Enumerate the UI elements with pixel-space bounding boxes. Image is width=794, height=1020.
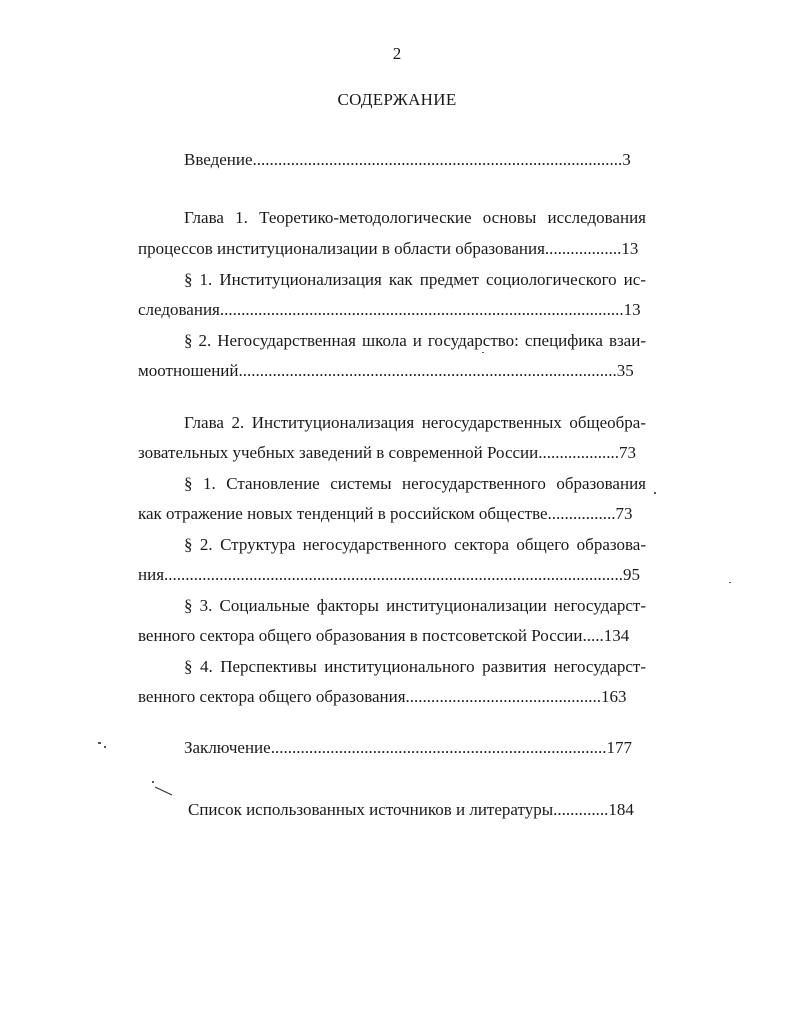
scan-speck bbox=[729, 582, 731, 583]
toc-entry-ch2-section-2-line-2: ния............................................................................................................95 bbox=[138, 565, 641, 584]
toc-entry-chapter-1-line-2: процессов институционализации в области образования..................13 bbox=[138, 239, 639, 258]
toc-entry-chapter-1-line-1: Глава 1. Теоретико-методологические основы исследования bbox=[184, 208, 646, 227]
scan-speck bbox=[152, 781, 154, 783]
scan-speck bbox=[104, 746, 106, 748]
toc-entry-ch1-section-2-line-2: моотношений.........................................................................................35 bbox=[138, 361, 634, 380]
scan-speck bbox=[482, 352, 484, 353]
toc-entry-ch2-section-2-line-1: § 2. Структура негосударственного сектора общего образова- bbox=[184, 535, 646, 554]
toc-entry-ch1-section-1-line-2: следования...............................................................................................13 bbox=[138, 300, 641, 319]
page-number: 2 bbox=[392, 44, 402, 63]
scan-speck bbox=[98, 742, 101, 744]
toc-entry-ch2-section-1-line-1: § 1. Становление системы негосударственного образования bbox=[184, 474, 646, 493]
toc-entry-ch2-section-3-line-1: § 3. Социальные факторы институционализации негосударст- bbox=[184, 596, 646, 615]
toc-entry-chapter-2-line-2: зовательных учебных заведений в современной России...................73 bbox=[138, 443, 636, 462]
toc-entry-references-text: Список использованных источников и литературы.............184 bbox=[188, 800, 634, 819]
toc-entry-ch2-section-3-line-2: венного сектора общего образования в постсоветской России.....134 bbox=[138, 626, 630, 645]
toc-entry-ch1-section-1-line-1: § 1. Институционализация как предмет социологического ис- bbox=[184, 270, 646, 289]
toc-entry-ch2-section-4-line-1: § 4. Перспективы институционального развития негосударст- bbox=[184, 657, 646, 676]
toc-entry-ch2-section-4-line-2: венного сектора общего образования..............................................163 bbox=[138, 687, 627, 706]
scan-speck bbox=[654, 492, 656, 494]
page-title: СОДЕРЖАНИЕ bbox=[337, 90, 457, 109]
toc-entry-intro-text: Введение.......................................................................................3 bbox=[184, 150, 631, 169]
toc-entry-ch2-section-1-line-2: как отражение новых тенденций в российском обществе................73 bbox=[138, 504, 633, 523]
toc-entry-chapter-2-line-1: Глава 2. Институционализация негосударственных общеобра- bbox=[184, 413, 646, 432]
toc-entry-conclusion-text: Заключение...............................................................................177 bbox=[184, 738, 632, 757]
toc-entry-ch1-section-2-line-1: § 2. Негосударственная школа и государство: специфика взаи- bbox=[184, 331, 646, 350]
scan-stroke bbox=[154, 786, 174, 798]
